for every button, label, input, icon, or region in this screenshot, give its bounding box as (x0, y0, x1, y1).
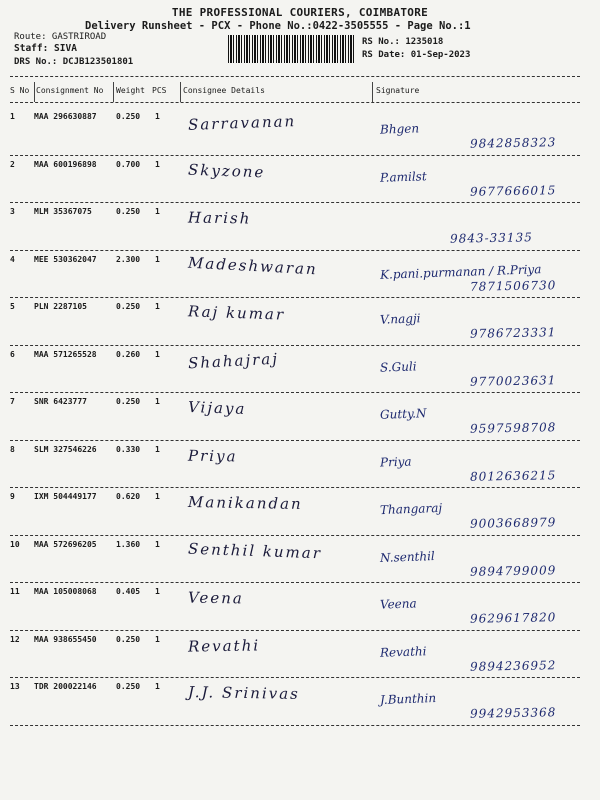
row-pcs: 1 (155, 492, 160, 501)
header-divider (113, 82, 115, 102)
col-header-sno: S No (10, 86, 30, 95)
rs-date: RS Date: 01-Sep-2023 (362, 50, 471, 60)
runsheet-subtitle: Delivery Runsheet - PCX - Phone No.:0422-3505555 - Page No.:1 (85, 20, 471, 32)
header-separator-top (10, 76, 580, 77)
row-weight: 0.700 (116, 159, 141, 169)
table-row (0, 298, 600, 346)
row-sno: 3 (10, 207, 15, 216)
row-weight: 0.250 (116, 397, 141, 406)
row-consignment-no: MLM 35367075 (34, 207, 92, 216)
table-row (0, 108, 600, 156)
row-consignment-no: MAA 938655450 (34, 634, 97, 644)
col-header-pcs: PCS (152, 86, 167, 95)
signature-mark: Bhgen (379, 121, 420, 137)
col-header-consignee: Consignee Details (183, 86, 265, 95)
row-sno: 1 (10, 112, 15, 121)
signature-phone: 9597598708 (469, 420, 557, 436)
signature-phone: 9894799009 (469, 562, 557, 579)
row-sno: 13 (10, 682, 20, 691)
header-separator-bottom (10, 102, 580, 103)
signature-phone: 8012636215 (469, 467, 557, 484)
row-sno: 9 (10, 492, 15, 501)
barcode-image (228, 35, 356, 63)
signature-phone: 9843-33135 (449, 230, 533, 246)
signature-phone: 9677666015 (469, 182, 557, 199)
table-row (0, 393, 600, 441)
table-row (0, 678, 600, 726)
header-divider (180, 82, 182, 102)
signature-mark: N.senthil (379, 548, 435, 565)
row-consignment-no: TDR 200022146 (34, 682, 97, 691)
consignee-handwritten-name: Skyzone (187, 160, 266, 181)
table-row (0, 156, 600, 204)
drs-number: DRS No.: DCJB123501801 (14, 57, 134, 67)
signature-mark: Priya (379, 453, 412, 470)
row-consignment-no: PLN 2287105 (34, 302, 87, 311)
row-consignment-no: MAA 296630887 (34, 112, 97, 121)
row-weight: 0.330 (116, 444, 141, 454)
row-consignment-no: IXM 504449177 (34, 492, 97, 501)
row-weight: 0.250 (116, 207, 141, 216)
route-label: Route: GASTRIROAD (14, 32, 107, 42)
row-weight: 2.300 (116, 254, 141, 264)
signature-phone: 9942953368 (469, 705, 557, 721)
consignee-handwritten-name: Priya (187, 446, 238, 465)
consignee-handwritten-name: Revathi (187, 635, 261, 656)
consignee-handwritten-name: Senthil kumar (187, 539, 323, 562)
table-row (0, 583, 600, 631)
document-title: THE PROFESSIONAL COURIERS, COIMBATORE (171, 6, 429, 19)
row-pcs: 1 (155, 539, 160, 549)
row-sno: 4 (10, 254, 15, 264)
signature-phone: 9842858323 (469, 135, 557, 151)
signature-mark: Thangaraj (379, 500, 443, 518)
row-pcs: 1 (155, 207, 160, 216)
row-pcs: 1 (155, 682, 160, 691)
row-consignment-no: MAA 600196898 (34, 159, 97, 169)
signature-phone: 9894236952 (469, 657, 557, 674)
row-pcs: 1 (155, 254, 160, 264)
row-pcs: 1 (155, 444, 160, 454)
consignee-handwritten-name: Raj kumar (187, 302, 286, 324)
row-consignment-no: SLM 327546226 (34, 444, 97, 454)
row-sno: 11 (10, 587, 20, 596)
row-sno: 12 (10, 634, 20, 644)
row-consignment-no: MAA 571265528 (34, 349, 97, 359)
table-row (0, 441, 600, 489)
row-pcs: 1 (155, 159, 160, 169)
row-sno: 8 (10, 444, 15, 454)
table-row (0, 203, 600, 251)
table-row (0, 346, 600, 394)
row-sno: 6 (10, 349, 15, 359)
row-weight: 0.620 (116, 492, 141, 501)
consignee-handwritten-name: Manikandan (187, 493, 303, 513)
row-weight: 0.260 (116, 349, 141, 359)
signature-mark: Revathi (379, 643, 427, 660)
table-row (0, 251, 600, 299)
col-header-signature: Signature (376, 86, 420, 95)
col-header-weight: Weight (116, 86, 145, 95)
staff-label: Staff: SIVA (14, 43, 77, 54)
consignee-handwritten-name: J.J. Srinivas (187, 683, 300, 703)
row-sno: 10 (10, 539, 20, 549)
row-weight: 0.250 (116, 682, 141, 691)
consignee-handwritten-name: Harish (187, 208, 252, 228)
signature-phone: 9003668979 (469, 515, 557, 531)
signature-phone: 9786723331 (469, 325, 557, 341)
col-header-consignment: Consignment No (36, 86, 104, 95)
row-weight: 0.250 (116, 302, 141, 311)
table-row (0, 536, 600, 584)
signature-phone: 7871506730 (469, 277, 557, 294)
row-sno: 5 (10, 302, 15, 311)
row-pcs: 1 (155, 349, 160, 359)
row-weight: 0.250 (116, 634, 141, 644)
consignee-handwritten-name: Veena (187, 588, 244, 608)
row-pcs: 1 (155, 397, 160, 406)
signature-phone: 9770023631 (469, 372, 557, 389)
signature-mark: Gutty.N (379, 406, 427, 422)
signature-mark: V.nagji (379, 311, 421, 327)
consignee-handwritten-name: Madeshwaran (187, 253, 319, 278)
row-weight: 0.250 (116, 112, 141, 121)
table-row (0, 631, 600, 679)
row-consignment-no: MEE 530362047 (34, 254, 97, 264)
row-pcs: 1 (155, 302, 160, 311)
rs-number: RS No.: 1235018 (362, 37, 444, 47)
signature-mark: J.Bunthin (379, 691, 437, 707)
row-consignment-no: MAA 572696205 (34, 539, 97, 549)
row-consignment-no: MAA 105008068 (34, 587, 97, 596)
signature-mark: P.amilst (379, 168, 427, 185)
row-weight: 0.405 (116, 587, 141, 596)
header-divider (34, 82, 36, 102)
row-pcs: 1 (155, 587, 160, 596)
header-divider (372, 82, 374, 102)
consignee-handwritten-name: Vijaya (187, 397, 247, 419)
row-pcs: 1 (155, 634, 160, 644)
row-sno: 2 (10, 159, 15, 169)
signature-mark: K.pani.purmanan / R.Priya (379, 261, 542, 282)
signature-phone: 9629617820 (469, 610, 557, 626)
table-row (0, 488, 600, 536)
signature-mark: S.Guli (379, 358, 417, 375)
row-consignment-no: SNR 6423777 (34, 397, 87, 406)
row-weight: 1.360 (116, 539, 141, 549)
signature-mark: Veena (379, 596, 417, 612)
row-separator (10, 725, 580, 726)
consignee-handwritten-name: Sarravanan (187, 112, 297, 134)
row-sno: 7 (10, 397, 15, 406)
consignee-handwritten-name: Shahajraj (187, 349, 280, 372)
row-pcs: 1 (155, 112, 160, 121)
